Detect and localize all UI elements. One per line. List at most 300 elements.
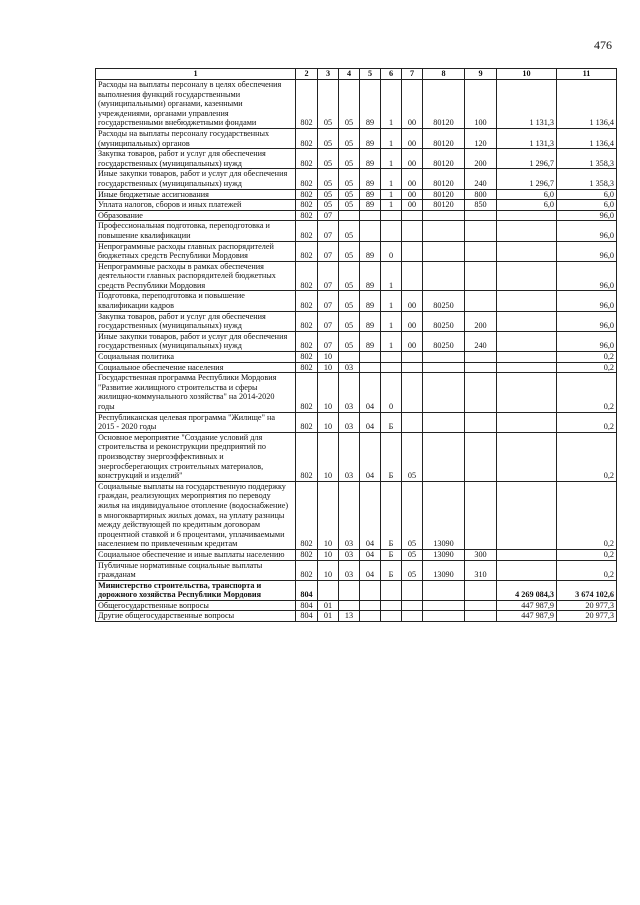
amount-cell: 96,0 [557, 331, 617, 351]
amount-cell: 96,0 [557, 210, 617, 221]
row-name-cell: Республиканская целевая программа "Жилище" на 2015 - 2020 годы [96, 412, 296, 432]
amount-cell: 96,0 [557, 261, 617, 291]
amount-cell: 0,2 [557, 412, 617, 432]
amount-cell: 0,2 [557, 362, 617, 373]
code-cell: 00 [402, 149, 423, 169]
table-row [96, 432, 617, 481]
code-cell [318, 580, 339, 600]
amount-cell [497, 432, 557, 481]
column-header: 3 [318, 69, 339, 80]
code-cell: 05 [318, 149, 339, 169]
code-cell [423, 432, 465, 481]
code-cell: 03 [339, 560, 360, 580]
amount-cell: 6,0 [557, 200, 617, 211]
amount-cell: 0,2 [557, 560, 617, 580]
amount-cell: 3 674 102,6 [557, 580, 617, 600]
amount-cell [497, 311, 557, 331]
code-cell: 04 [360, 481, 381, 549]
code-cell: 05 [339, 128, 360, 148]
row-name-cell: Подготовка, переподготовка и повышение квалификации кадров [96, 291, 296, 311]
code-cell: 05 [339, 241, 360, 261]
code-cell: 04 [360, 373, 381, 412]
code-cell [423, 221, 465, 241]
code-cell: 05 [339, 311, 360, 331]
code-cell: 1 [381, 261, 402, 291]
code-cell: 80120 [423, 149, 465, 169]
code-cell: 05 [318, 200, 339, 211]
code-cell [465, 600, 497, 611]
row-name-cell: Общегосударственные вопросы [96, 600, 296, 611]
code-cell: 89 [360, 189, 381, 200]
code-cell: 01 [318, 611, 339, 622]
code-cell [423, 352, 465, 363]
code-cell: 05 [318, 80, 339, 129]
table-body [96, 80, 617, 622]
table-row [96, 210, 617, 221]
code-cell: 03 [339, 432, 360, 481]
code-cell [465, 481, 497, 549]
code-cell [381, 600, 402, 611]
code-cell: 802 [296, 291, 318, 311]
code-cell: 1 [381, 311, 402, 331]
code-cell: 804 [296, 580, 318, 600]
code-cell: 05 [339, 149, 360, 169]
code-cell: 05 [402, 560, 423, 580]
amount-cell: 96,0 [557, 311, 617, 331]
code-cell: 01 [318, 600, 339, 611]
column-header: 2 [296, 69, 318, 80]
code-cell: 89 [360, 261, 381, 291]
code-cell: 802 [296, 373, 318, 412]
code-cell: 802 [296, 352, 318, 363]
code-cell: 05 [339, 221, 360, 241]
table-row [96, 200, 617, 211]
code-cell: 802 [296, 80, 318, 129]
code-cell: 802 [296, 128, 318, 148]
code-cell: 802 [296, 432, 318, 481]
table-row [96, 311, 617, 331]
row-name-cell: Образование [96, 210, 296, 221]
code-cell [360, 210, 381, 221]
code-cell: Б [381, 549, 402, 560]
code-cell [402, 261, 423, 291]
code-cell: 05 [339, 189, 360, 200]
code-cell [381, 210, 402, 221]
code-cell: 05 [339, 331, 360, 351]
amount-cell: 1 136,4 [557, 128, 617, 148]
code-cell [465, 261, 497, 291]
code-cell [360, 221, 381, 241]
amount-cell: 96,0 [557, 221, 617, 241]
code-cell [423, 611, 465, 622]
code-cell [465, 580, 497, 600]
row-name-cell: Иные закупки товаров, работ и услуг для обеспечения государственных (муниципальных) нужд [96, 331, 296, 351]
code-cell: 07 [318, 210, 339, 221]
amount-cell [497, 221, 557, 241]
table-row [96, 560, 617, 580]
row-name-cell: Социальная политика [96, 352, 296, 363]
row-name-cell: Расходы на выплаты персоналу в целях обеспечения выполнения функций государственными (муниципальными) органами, казенными учреждениями, органами управления государственными внебюджетными фондами [96, 80, 296, 129]
code-cell: 1 [381, 291, 402, 311]
code-cell [402, 373, 423, 412]
code-cell [402, 412, 423, 432]
code-cell: 10 [318, 549, 339, 560]
amount-cell: 1 296,7 [497, 149, 557, 169]
code-cell: 03 [339, 412, 360, 432]
row-name-cell: Основное мероприятие "Создание условий для строительства и реконструкции предприятий по производству энергоэффективных и энергосберегающих строительных материалов, конструкций и изделий" [96, 432, 296, 481]
amount-cell [497, 549, 557, 560]
table-row [96, 149, 617, 169]
code-cell [339, 352, 360, 363]
code-cell: 89 [360, 149, 381, 169]
code-cell [465, 412, 497, 432]
code-cell: 89 [360, 200, 381, 211]
amount-cell: 20 977,3 [557, 611, 617, 622]
code-cell: 802 [296, 331, 318, 351]
code-cell [402, 611, 423, 622]
code-cell: 80250 [423, 311, 465, 331]
code-cell [465, 291, 497, 311]
budget-table [95, 68, 617, 622]
amount-cell [497, 241, 557, 261]
amount-cell: 4 269 084,3 [497, 580, 557, 600]
code-cell: 802 [296, 169, 318, 189]
table-row [96, 331, 617, 351]
row-name-cell: Социальные выплаты на государственную поддержку граждан, реализующих мероприятия по переводу жилья на индивидуальное отопление (водоснабжение) в многоквартирных жилых домах, на уплату разницы между действующей по кредитным договорам процентной ставкой и 6 процентами, уплачиваемыми населением по привлеченным кредитам [96, 481, 296, 549]
code-cell [423, 261, 465, 291]
table-row [96, 352, 617, 363]
row-name-cell: Иные закупки товаров, работ и услуг для обеспечения государственных (муниципальных) нужд [96, 169, 296, 189]
code-cell: 05 [402, 432, 423, 481]
amount-cell: 1 131,3 [497, 128, 557, 148]
code-cell: 802 [296, 210, 318, 221]
code-cell: 10 [318, 560, 339, 580]
code-cell: 89 [360, 331, 381, 351]
code-cell: 802 [296, 311, 318, 331]
code-cell: 100 [465, 80, 497, 129]
code-cell [465, 611, 497, 622]
row-name-cell: Министерство строительства, транспорта и дорожного хозяйства Республики Мордовия [96, 580, 296, 600]
table-row [96, 373, 617, 412]
code-cell: 10 [318, 481, 339, 549]
amount-cell [497, 412, 557, 432]
code-cell [402, 580, 423, 600]
table-row [96, 600, 617, 611]
code-cell [423, 580, 465, 600]
code-cell: 00 [402, 200, 423, 211]
code-cell [402, 241, 423, 261]
table-row [96, 128, 617, 148]
code-cell: 89 [360, 241, 381, 261]
code-cell: 00 [402, 80, 423, 129]
code-cell: 03 [339, 481, 360, 549]
code-cell: 1 [381, 331, 402, 351]
row-name-cell: Публичные нормативные социальные выплаты гражданам [96, 560, 296, 580]
column-header: 7 [402, 69, 423, 80]
row-name-cell: Уплата налогов, сборов и иных платежей [96, 200, 296, 211]
row-name-cell: Закупка товаров, работ и услуг для обеспечения государственных (муниципальных) нужд [96, 149, 296, 169]
code-cell [423, 373, 465, 412]
code-cell: 804 [296, 611, 318, 622]
code-cell: 03 [339, 549, 360, 560]
code-cell [465, 373, 497, 412]
code-cell: 07 [318, 241, 339, 261]
code-cell: 80250 [423, 291, 465, 311]
code-cell [339, 210, 360, 221]
code-cell [402, 352, 423, 363]
code-cell: 05 [318, 169, 339, 189]
code-cell [465, 362, 497, 373]
code-cell: 89 [360, 291, 381, 311]
code-cell [381, 221, 402, 241]
code-cell: 10 [318, 432, 339, 481]
code-cell [360, 611, 381, 622]
code-cell: 200 [465, 149, 497, 169]
code-cell: 802 [296, 189, 318, 200]
code-cell: 13090 [423, 549, 465, 560]
code-cell: 310 [465, 560, 497, 580]
code-cell [423, 362, 465, 373]
table-row [96, 580, 617, 600]
amount-cell: 0,2 [557, 432, 617, 481]
column-header: 6 [381, 69, 402, 80]
code-cell [423, 210, 465, 221]
code-cell [465, 210, 497, 221]
table-row [96, 362, 617, 373]
amount-cell: 447 987,9 [497, 600, 557, 611]
amount-cell: 0,2 [557, 549, 617, 560]
code-cell: 00 [402, 291, 423, 311]
code-cell: Б [381, 481, 402, 549]
column-header: 4 [339, 69, 360, 80]
code-cell: 05 [339, 291, 360, 311]
amount-cell [497, 331, 557, 351]
code-cell: Б [381, 412, 402, 432]
amount-cell [497, 373, 557, 412]
code-cell: 05 [402, 481, 423, 549]
amount-cell: 20 977,3 [557, 600, 617, 611]
code-cell: 10 [318, 362, 339, 373]
row-name-cell: Другие общегосударственные вопросы [96, 611, 296, 622]
code-cell: 0 [381, 373, 402, 412]
table-row [96, 221, 617, 241]
code-cell: 240 [465, 169, 497, 189]
code-cell: 89 [360, 80, 381, 129]
table-row [96, 189, 617, 200]
table-row [96, 611, 617, 622]
code-cell: 07 [318, 311, 339, 331]
code-cell: 07 [318, 221, 339, 241]
column-header: 11 [557, 69, 617, 80]
code-cell: 0 [381, 241, 402, 261]
code-cell: 80120 [423, 128, 465, 148]
code-cell: 1 [381, 80, 402, 129]
code-cell [465, 432, 497, 481]
row-name-cell: Непрограммные расходы главных распорядителей бюджетных средств Республики Мордовия [96, 241, 296, 261]
code-cell: 804 [296, 600, 318, 611]
row-name-cell: Закупка товаров, работ и услуг для обеспечения государственных (муниципальных) нужд [96, 311, 296, 331]
code-cell: 1 [381, 149, 402, 169]
code-cell: 05 [339, 169, 360, 189]
code-cell [360, 352, 381, 363]
code-cell: 05 [339, 80, 360, 129]
code-cell: 13 [339, 611, 360, 622]
code-cell: 802 [296, 241, 318, 261]
code-cell: 802 [296, 362, 318, 373]
code-cell: 1 [381, 189, 402, 200]
amount-cell [497, 291, 557, 311]
table-row [96, 549, 617, 560]
table-row [96, 412, 617, 432]
amount-cell: 0,2 [557, 373, 617, 412]
table-row [96, 80, 617, 129]
code-cell: 802 [296, 481, 318, 549]
code-cell: 10 [318, 412, 339, 432]
amount-cell: 6,0 [497, 200, 557, 211]
code-cell: 89 [360, 128, 381, 148]
amount-cell: 96,0 [557, 291, 617, 311]
code-cell: 80120 [423, 169, 465, 189]
code-cell: 04 [360, 549, 381, 560]
amount-cell: 1 296,7 [497, 169, 557, 189]
code-cell: 802 [296, 412, 318, 432]
code-cell: 10 [318, 352, 339, 363]
code-cell: 05 [318, 128, 339, 148]
code-cell: 300 [465, 549, 497, 560]
code-cell [381, 611, 402, 622]
row-name-cell: Государственная программа Республики Мордовия "Развитие жилищного строительства и сферы жилищно-коммунального хозяйства" на 2014-2020 годы [96, 373, 296, 412]
code-cell [360, 580, 381, 600]
code-cell [465, 221, 497, 241]
column-header: 1 [96, 69, 296, 80]
code-cell: 13090 [423, 560, 465, 580]
code-cell: 80250 [423, 331, 465, 351]
code-cell: 802 [296, 261, 318, 291]
code-cell [402, 362, 423, 373]
code-cell: 802 [296, 221, 318, 241]
code-cell: 07 [318, 331, 339, 351]
amount-cell [497, 362, 557, 373]
column-header: 5 [360, 69, 381, 80]
code-cell [339, 580, 360, 600]
page-number: 476 [594, 38, 612, 52]
code-cell: 03 [339, 373, 360, 412]
code-cell: 802 [296, 149, 318, 169]
code-cell: 05 [339, 261, 360, 291]
code-cell: 04 [360, 412, 381, 432]
code-cell [402, 210, 423, 221]
amount-cell: 1 358,3 [557, 169, 617, 189]
amount-cell: 6,0 [497, 189, 557, 200]
column-header: 10 [497, 69, 557, 80]
amount-cell [497, 352, 557, 363]
code-cell: 1 [381, 128, 402, 148]
row-name-cell: Расходы на выплаты персоналу государственных (муниципальных) органов [96, 128, 296, 148]
amount-cell: 1 358,3 [557, 149, 617, 169]
code-cell: 802 [296, 560, 318, 580]
code-cell: 80120 [423, 200, 465, 211]
code-cell: 07 [318, 291, 339, 311]
code-cell: 00 [402, 331, 423, 351]
code-cell: 120 [465, 128, 497, 148]
code-cell [423, 600, 465, 611]
code-cell: 00 [402, 128, 423, 148]
column-header: 8 [423, 69, 465, 80]
code-cell: 80120 [423, 189, 465, 200]
code-cell [381, 580, 402, 600]
table-row [96, 169, 617, 189]
code-cell: 10 [318, 373, 339, 412]
code-cell [360, 362, 381, 373]
amount-cell: 1 136,4 [557, 80, 617, 129]
row-name-cell: Иные бюджетные ассигнования [96, 189, 296, 200]
amount-cell: 6,0 [557, 189, 617, 200]
code-cell [381, 362, 402, 373]
table-row [96, 481, 617, 549]
amount-cell: 1 131,3 [497, 80, 557, 129]
row-name-cell: Профессиональная подготовка, переподготовка и повышение квалификации [96, 221, 296, 241]
amount-cell [497, 261, 557, 291]
code-cell: 240 [465, 331, 497, 351]
code-cell: 89 [360, 311, 381, 331]
amount-cell [497, 481, 557, 549]
code-cell: 03 [339, 362, 360, 373]
amount-cell: 0,2 [557, 352, 617, 363]
code-cell: Б [381, 432, 402, 481]
code-cell [423, 241, 465, 261]
code-cell: 00 [402, 189, 423, 200]
code-cell: 05 [318, 189, 339, 200]
table-row [96, 241, 617, 261]
amount-cell [497, 210, 557, 221]
code-cell: 1 [381, 169, 402, 189]
code-cell: 00 [402, 169, 423, 189]
amount-cell: 447 987,9 [497, 611, 557, 622]
code-cell: 13090 [423, 481, 465, 549]
column-header: 9 [465, 69, 497, 80]
code-cell: Б [381, 560, 402, 580]
code-cell [465, 241, 497, 261]
code-cell [360, 600, 381, 611]
code-cell [402, 600, 423, 611]
code-cell [423, 412, 465, 432]
code-cell: 80120 [423, 80, 465, 129]
code-cell: 05 [339, 200, 360, 211]
row-name-cell: Социальное обеспечение и иные выплаты населению [96, 549, 296, 560]
code-cell: 04 [360, 432, 381, 481]
row-name-cell: Социальное обеспечение населения [96, 362, 296, 373]
code-cell: 00 [402, 311, 423, 331]
row-name-cell: Непрограммные расходы в рамках обеспечения деятельности главных распорядителей бюджетных средств Республики Мордовия [96, 261, 296, 291]
code-cell: 1 [381, 200, 402, 211]
code-cell [402, 221, 423, 241]
code-cell [465, 352, 497, 363]
code-cell: 200 [465, 311, 497, 331]
code-cell: 07 [318, 261, 339, 291]
code-cell [381, 352, 402, 363]
code-cell: 04 [360, 560, 381, 580]
amount-cell: 0,2 [557, 481, 617, 549]
code-cell: 89 [360, 169, 381, 189]
table-row [96, 291, 617, 311]
code-cell: 802 [296, 200, 318, 211]
table-header-row [96, 69, 617, 80]
code-cell [339, 600, 360, 611]
amount-cell: 96,0 [557, 241, 617, 261]
code-cell: 05 [402, 549, 423, 560]
code-cell: 802 [296, 549, 318, 560]
amount-cell [497, 560, 557, 580]
